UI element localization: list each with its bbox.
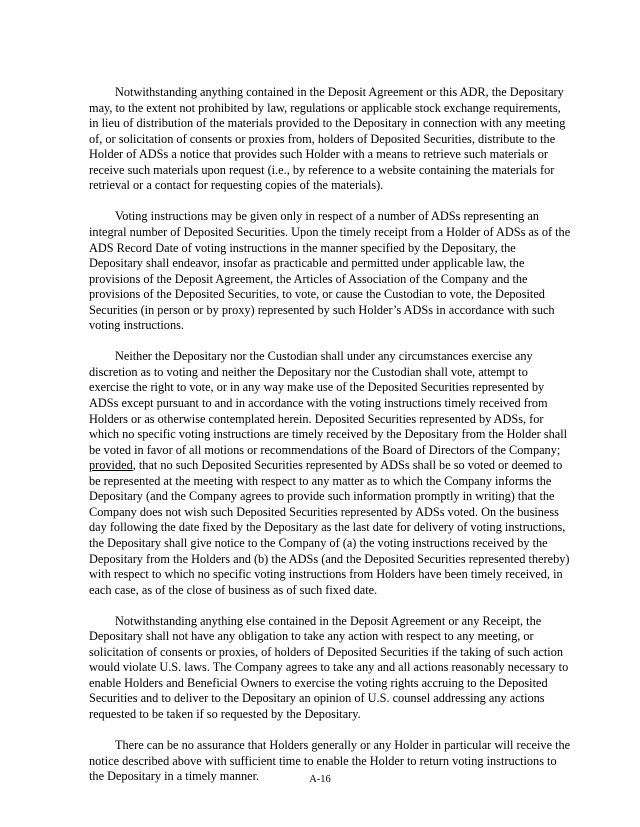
paragraph-depositary-discretion [89, 349, 571, 598]
paragraph-electronic-materials: Notwithstanding anything contained in the Deposit Agreement or this ADR, the Depositary may, to the extent not prohibited by law, regulations or applicable stock exchange requirements, in lieu of distribution of the materials provided to the Depositary in connection with any meeting of, or solicitation of consents or proxies from, holders of Deposited Securities, distribute to the Holder of ADSs a notice that provides such Holder with a means to retrieve such materials or receive such materials upon request (i.e., by reference to a website containing the materials for retrieval or a contact for requesting copies of the materials). [89, 85, 566, 193]
underlined-provided: provided [89, 458, 133, 473]
document-body [89, 85, 571, 800]
paragraph-text-after: , that no such Deposited Securities represented by ADSs shall be so voted or deemed to be represented at the meeting with respect to any matter as to which the Company informs the Depositary (and the Company agrees to provide such information promptly in writing) that the Company does not wish such Deposited Securities represented by ADSs voted. On the business day following the date fixed by the Depositary as the last date for delivery of voting instructions, the Depositary shall give notice to the Company of (a) the voting instructions received by the Depositary from the Holders and (b) the ADSs (and the Deposited Securities represented thereby) with respect to which no specific voting instructions from Holders have been timely received, in each case, as of the close of business as of such fixed date. [89, 458, 570, 597]
paragraph-text-before: Neither the Depositary nor the Custodian shall under any circumstances exercise any discretion as to voting and neither the Depositary nor the Custodian shall vote, attempt to exercise the right to vote, or in any way make use of the Deposited Securities represented by ADSs except pursuant to and in accordance with the voting instructions timely received from Holders or as otherwise contemplated herein. Deposited Securities represented by ADSs, for which no specific voting instructions are timely received by the Depositary from the Holder shall be voted in favor of all motions or recommendations of the Board of Directors of the Company; [89, 349, 568, 457]
paragraph-no-assurance: There can be no assurance that Holders generally or any Holder in particular will receive the notice described above with sufficient time to enable the Holder to return voting instructions to the Depositary in a timely manner. [89, 738, 571, 784]
page-number: A-16 [309, 774, 331, 785]
paragraph-voting-instructions: Voting instructions may be given only in respect of a number of ADSs representing an integral number of Deposited Securities. Upon the timely receipt from a Holder of ADSs as of the ADS Record Date of voting instructions in the manner specified by the Depositary, the Depositary shall endeavor, insofar as practicable and permitted under applicable law, the provisions of the Deposit Agreement, the Articles of Association of the Company and the provisions of the Deposited Securities, to vote, or cause the Custodian to vote, the Deposited Securities (in person or by proxy) represented by such Holder’s ADSs in accordance with such voting instructions. [89, 209, 571, 333]
paragraph-us-laws: Notwithstanding anything else contained in the Deposit Agreement or any Receipt, the Depositary shall not have any obligation to take any action with respect to any meeting, or solicitation of consents or proxies, of holders of Deposited Securities if the taking of such action would violate U.S. laws. The Company agrees to take any and all actions reasonably necessary to enable Holders and Beneficial Owners to exercise the voting rights accruing to the Deposited Securities and to deliver to the Depositary an opinion of U.S. counsel addressing any actions requested to be taken if so requested by the Depositary. [89, 613, 569, 722]
